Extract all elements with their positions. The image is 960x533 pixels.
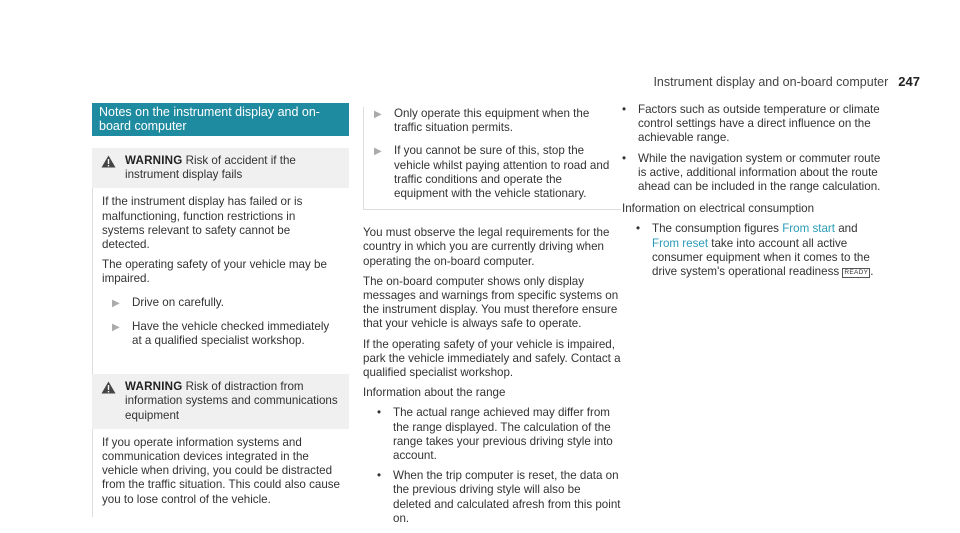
- ready-indicator-icon: READY: [844, 269, 869, 277]
- bullet-item: [636, 222, 884, 279]
- column-1: [92, 103, 349, 517]
- step-text: Drive on carefully.: [132, 295, 224, 309]
- step-text: If you cannot be sure of this, stop the vehicle whilst paying attention to road and traffic conditions and operate the equipment with the vehicle stationary.: [394, 144, 610, 201]
- bullet-icon: •: [636, 222, 641, 236]
- warning-box-2: [92, 374, 349, 429]
- bullet-item: [622, 103, 884, 146]
- bullet-icon: •: [622, 151, 627, 165]
- paragraph: Information on electrical consumption: [622, 202, 815, 216]
- bullet-text: Factors such as outside temperature or climate control settings have a direct influence on the achievable range.: [638, 103, 880, 145]
- bullet-text: When the trip computer is reset, the data on the previous driving style will also be deleted and calculated afresh from this point on.: [393, 469, 621, 525]
- warning-1-body: [92, 188, 349, 352]
- page-header: [653, 74, 920, 89]
- warning-2-heading: [125, 380, 340, 423]
- step-item: [112, 296, 340, 311]
- from-start-link[interactable]: From start: [782, 222, 836, 236]
- warning-2-text: Risk of distraction from information systems and communications equipment: [125, 380, 338, 422]
- step-text: Have the vehicle checked immediately at a qualified specialist workshop.: [132, 319, 330, 348]
- column-3: [622, 103, 884, 285]
- step-arrow-icon: ▶: [374, 146, 382, 158]
- bullet-icon: •: [377, 469, 382, 483]
- step-item: [374, 144, 611, 201]
- bullet-item: [622, 152, 884, 195]
- warning-box-1: [92, 148, 349, 188]
- column-2: [363, 103, 621, 532]
- step-arrow-icon: ▶: [374, 109, 382, 120]
- consumption-text: The consumption figures From start and From reset take into account all active consumer equipment when it comes to the drive system's operational readiness READY .: [652, 222, 874, 279]
- warning-2-title: WARNING: [125, 380, 183, 394]
- step-item: [112, 320, 340, 348]
- section-banner: Notes on the instrument display and on-board computer: [92, 103, 349, 136]
- steps-continued: [363, 107, 621, 210]
- paragraph: Information about the range: [363, 386, 506, 400]
- paragraph: If the operating safety of your vehicle is impaired, park the vehicle immediately and safely. Contact a qualified specialist workshop.: [363, 337, 621, 380]
- bullet-item: [377, 406, 621, 463]
- warning-1-para: The operating safety of your vehicle may be impaired.: [102, 258, 327, 286]
- from-reset-link[interactable]: From reset: [652, 236, 709, 250]
- bullet-text: While the navigation system or commuter route is active, additional information about the route ahead can be included in the range calculation.: [638, 151, 881, 194]
- paragraph: You must observe the legal requirements for the country in which you are currently driving when operating the on-board computer.: [363, 226, 610, 268]
- warning-2-para: If you operate information systems and communication devices integrated in the vehicle when driving, you could be distracted from the traffic situation. This could also cause you to lose control of the vehicle.: [102, 435, 341, 506]
- bullet-item: [377, 469, 621, 526]
- paragraph: The on-board computer shows only display messages and warnings from specific systems on the instrument display. You must therefore ensure that your vehicle is always safe to operate.: [363, 274, 619, 331]
- step-text: Only operate this equipment when the traffic situation permits.: [394, 107, 590, 135]
- step-arrow-icon: ▶: [112, 321, 120, 333]
- header-title: Instrument display and on-board computer: [653, 75, 889, 89]
- page-number: 247: [898, 74, 920, 89]
- warning-1-text: Risk of accident if the instrument display fails: [125, 154, 296, 182]
- step-item: [374, 107, 611, 135]
- bullet-icon: •: [377, 406, 382, 420]
- bullet-text: The actual range achieved may differ from the range displayed. The calculation of the range takes your previous driving style into account.: [393, 406, 613, 463]
- warning-2-body: [92, 429, 349, 517]
- warning-triangle-icon: [101, 154, 118, 182]
- warning-triangle-icon: [101, 380, 118, 423]
- warning-1-title: WARNING: [125, 154, 183, 167]
- warning-1-heading: [125, 154, 340, 182]
- step-arrow-icon: ▶: [112, 297, 120, 309]
- bullet-icon: •: [622, 103, 627, 116]
- warning-1-para: If the instrument display has failed or is malfunctioning, function restrictions in systems relevant to safety cannot be detected.: [102, 195, 303, 252]
